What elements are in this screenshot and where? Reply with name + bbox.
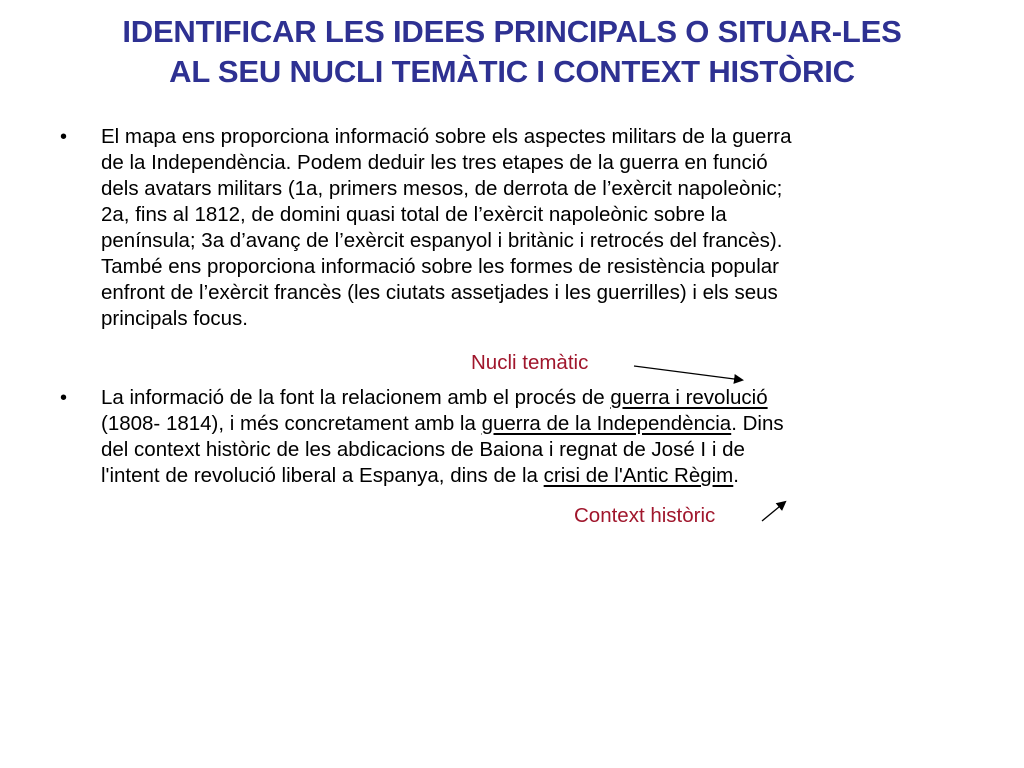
text-run: . xyxy=(733,464,739,487)
paragraph-1-line: El mapa ens proporciona informació sobre els aspectes militars de la guerra xyxy=(101,125,792,148)
paragraph-2-line-4 xyxy=(101,463,981,489)
paragraph-1-line: dels avatars militars (1a, primers mesos, de derrota de l’exèrcit napoleònic; xyxy=(101,177,783,200)
underlined-guerra-i-revolucio: guerra i revolució xyxy=(610,386,768,409)
paragraph-1-line: península; 3a d’avanç de l’exèrcit espanyol i britànic i retrocés del francès). xyxy=(101,229,783,252)
paragraph-1-line: principals focus. xyxy=(101,307,248,330)
underlined-guerra-independencia: guerra de la Independència xyxy=(481,412,732,435)
context-historic-label: Context històric xyxy=(574,504,716,527)
title-line-1: IDENTIFICAR LES IDEES PRINCIPALS O SITUAR-LES xyxy=(122,14,902,49)
text-run: l'intent de revolució liberal a Espanya, dins de la xyxy=(101,464,544,487)
arrow-to-context-icon xyxy=(762,502,785,521)
paragraph-1-line: També ens proporciona informació sobre les formes de resistència popular xyxy=(101,255,779,278)
paragraph-2-line-3: del context històric de les abdicacions de Baiona i regnat de José I i de xyxy=(101,438,745,461)
title-line-2: AL SEU NUCLI TEMÀTIC I CONTEXT HISTÒRIC xyxy=(169,54,855,89)
arrow-to-nucli-icon xyxy=(634,366,742,380)
nucli-tematic-label: Nucli temàtic xyxy=(471,351,589,374)
underlined-crisi-antic-regim: crisi de l'Antic Règim xyxy=(543,464,734,487)
bullet-marker-2: • xyxy=(60,387,68,409)
bullet-paragraph-1 xyxy=(101,124,981,332)
paragraph-1-line: de la Independència. Podem deduir les tres etapes de la guerra en funció xyxy=(101,151,768,174)
paragraph-1-line: enfront de l’exèrcit francès (les ciutats assetjades i les guerrilles) i els seus xyxy=(101,281,778,304)
text-run: (1808- 1814), i més concretament amb la xyxy=(101,412,482,435)
paragraph-2-line-1 xyxy=(101,385,981,411)
paragraph-2-line-2 xyxy=(101,411,981,437)
paragraph-1-line: 2a, fins al 1812, de domini quasi total de l’exèrcit napoleònic sobre la xyxy=(101,203,727,226)
bullet-paragraph-2 xyxy=(101,385,981,489)
bullet-marker-1: • xyxy=(60,126,68,148)
text-run: La informació de la font la relacionem amb el procés de xyxy=(101,386,611,409)
slide-title xyxy=(40,12,984,92)
text-run: . Dins xyxy=(731,412,784,435)
